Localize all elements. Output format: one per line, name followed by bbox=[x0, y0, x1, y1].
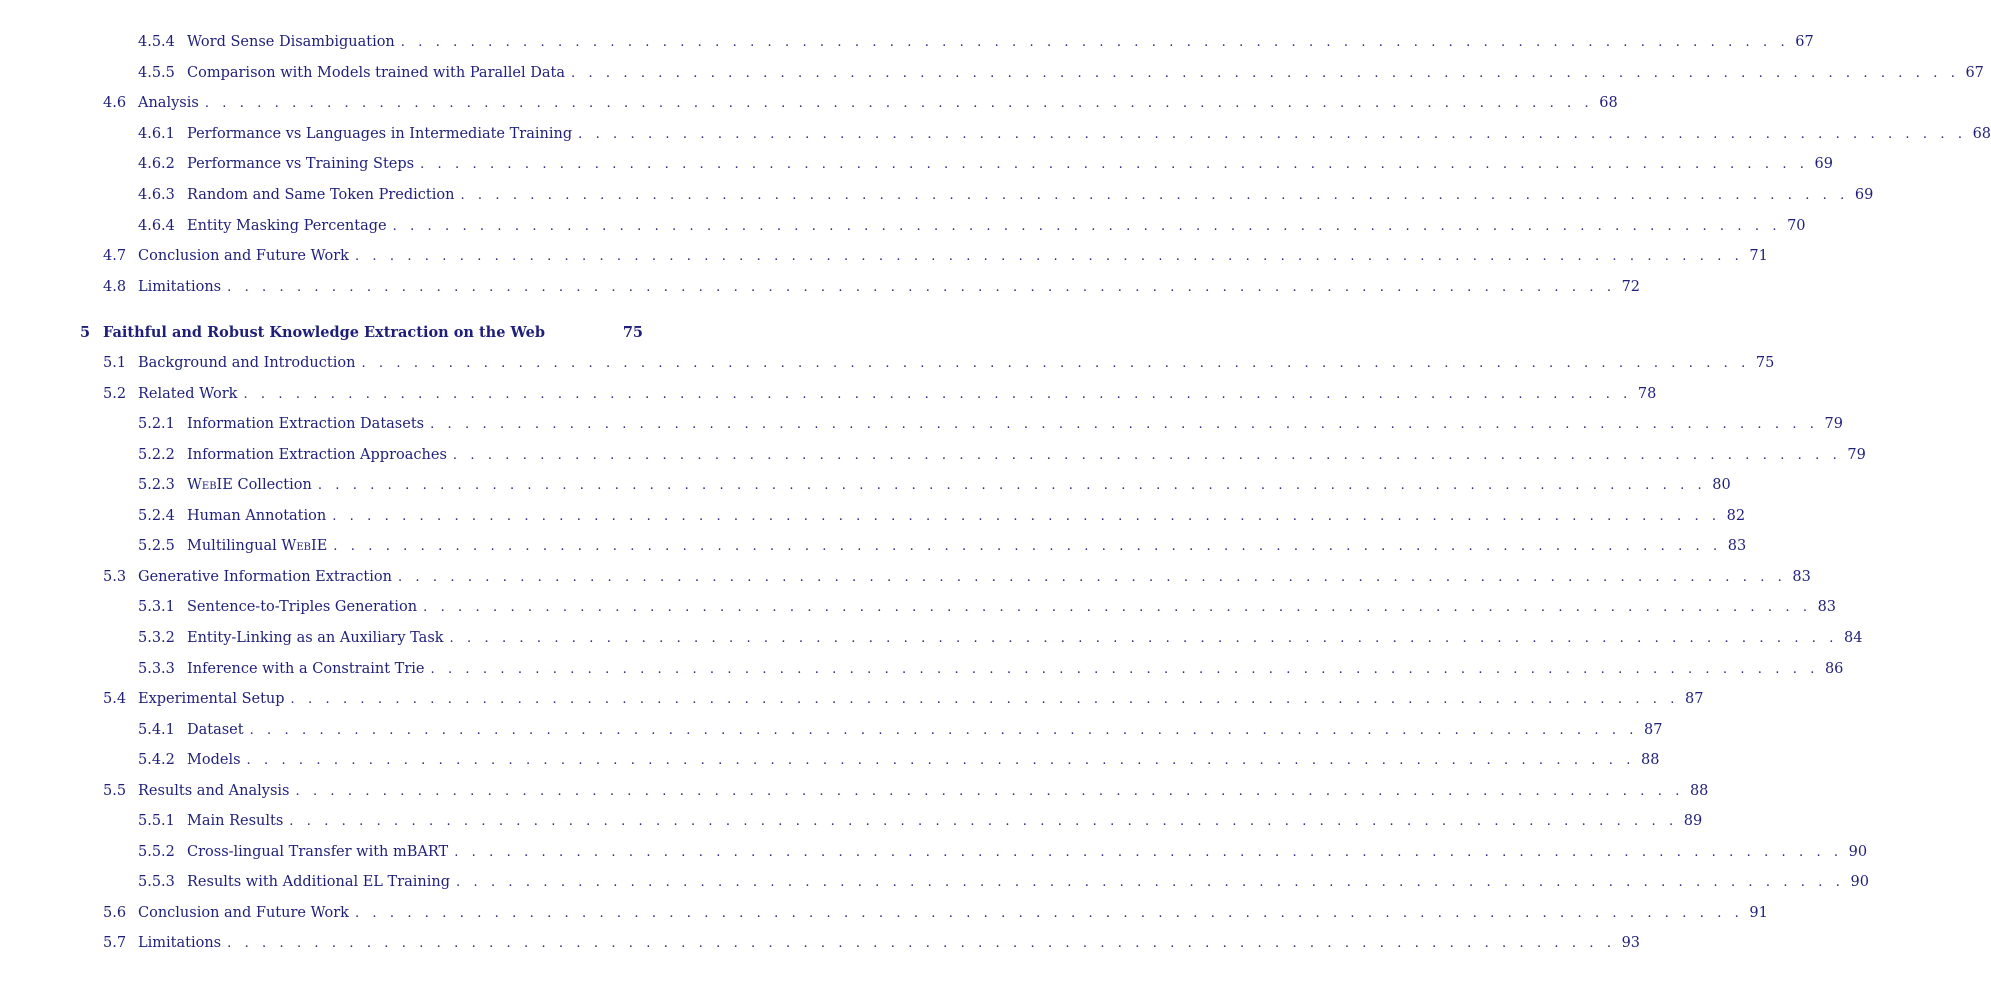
toc-entry-page: 68 bbox=[1972, 126, 1991, 142]
toc-entry-number: 4.5.5 bbox=[138, 65, 175, 81]
leader-dots: . . . . . . . . . . . . . . . . . . . . . . . . . . . . . . . . . . . . . . . . . . . . . . . . . . . . . . . . . . . . . . . . . . . . . . . . . . . . . . . . bbox=[456, 875, 1845, 890]
toc-entry-page: 69 bbox=[1814, 156, 1833, 172]
toc-entry-number: 5.5.2 bbox=[138, 844, 175, 860]
toc-entry-page: 90 bbox=[1848, 844, 1868, 860]
leader-dots: . . . . . . . . . . . . . . . . . . . . . . . . . . . . . . . . . . . . . . . . . . . . . . . . . . . . . . . . . . . . . . . . . . . . . . . . . . . . . . . . bbox=[354, 906, 1744, 921]
toc-entry-page: 93 bbox=[1621, 935, 1641, 951]
toc-entry-number: 5.6 bbox=[103, 905, 127, 921]
toc-entry-title: Results with Additional EL Training bbox=[187, 874, 451, 890]
toc-entry-4-6-2[interactable] bbox=[138, 153, 1833, 175]
toc-entry-number: 4.8 bbox=[103, 279, 127, 295]
toc-entry-title: Related Work bbox=[138, 386, 238, 402]
leader-dots: . . . . . . . . . . . . . . . . . . . . . . . . . . . . . . . . . . . . . . . . . . . . . . . . . . . . . . . . . . . . . . . . . . . . . . . . . . . . . . . . bbox=[295, 784, 1684, 799]
leader-dots: . . . . . . . . . . . . . . . . . . . . . . . . . . . . . . . . . . . . . . . . . . . . . . . . . . . . . . . . . . . . . . . . . . . . . . . . . . . . . . . . bbox=[392, 219, 1782, 234]
leader-dots: . . . . . . . . . . . . . . . . . . . . . . . . . . . . . . . . . . . . . . . . . . . . . . . . . . . . . . . . . . . . . . . . . . . . . . . . . . . . . . . . bbox=[430, 662, 1819, 677]
toc-entry-number: 5.4.2 bbox=[138, 752, 175, 768]
toc-entry-5-3-3[interactable] bbox=[138, 658, 1844, 680]
toc-entry-title: Word Sense Disambiguation bbox=[187, 34, 395, 50]
toc-entry-5[interactable] bbox=[80, 322, 643, 344]
toc-entry-number: 5.3.3 bbox=[138, 661, 175, 677]
toc-entry-number: 4.6 bbox=[103, 95, 127, 111]
toc-entry-4-7[interactable] bbox=[103, 245, 1768, 267]
toc-entry-number: 5.2 bbox=[103, 386, 127, 402]
toc-entry-title: Entity-Linking as an Auxiliary Task bbox=[187, 630, 444, 646]
toc-entry-number: 5.2.2 bbox=[138, 447, 175, 463]
toc-entry-5-4[interactable] bbox=[103, 688, 1704, 710]
leader-dots: . . . . . . . . . . . . . . . . . . . . . . . . . . . . . . . . . . . . . . . . . . . . . . . . . . . . . . . . . . . . . . . . . . . . . . . . . . . . . . . . bbox=[290, 692, 1679, 707]
toc-entry-title: Inference with a Constraint Trie bbox=[187, 661, 425, 677]
toc-entry-4-5-5[interactable] bbox=[138, 62, 1984, 84]
toc-entry-4-6-3[interactable] bbox=[138, 184, 1874, 206]
toc-entry-title: Limitations bbox=[138, 279, 222, 295]
toc-entry-title: Results and Analysis bbox=[138, 783, 290, 799]
toc-entry-5-5[interactable] bbox=[103, 780, 1709, 802]
toc-entry-title: Models bbox=[187, 752, 241, 768]
toc-entry-5-3-1[interactable] bbox=[138, 596, 1837, 618]
toc-entry-5-3-2[interactable] bbox=[138, 627, 1863, 649]
toc-entry-number: 4.6.1 bbox=[138, 126, 175, 142]
toc-entry-title: WebIE Collection bbox=[187, 477, 312, 493]
toc-entry-title: Dataset bbox=[187, 722, 244, 738]
toc-entry-title: Conclusion and Future Work bbox=[138, 248, 349, 264]
toc-entry-5-5-1[interactable] bbox=[138, 810, 1703, 832]
leader-dots: . . . . . . . . . . . . . . . . . . . . . . . . . . . . . . . . . . . . . . . . . . . . . . . . . . . . . . . . . . . . . . . . . . . . . . . . . . . . . . . . bbox=[333, 539, 1722, 554]
toc-entry-number: 5.1 bbox=[103, 355, 127, 371]
toc-entry-5-3[interactable] bbox=[103, 566, 1811, 588]
toc-entry-number: 5.3 bbox=[103, 569, 127, 585]
toc-entry-title: Information Extraction Datasets bbox=[187, 416, 425, 432]
toc-entry-title: Main Results bbox=[187, 813, 284, 829]
leader-dots: . . . . . . . . . . . . . . . . . . . . . . . . . . . . . . . . . . . . . . . . . . . . . . . . . . . . . . . . . . . . . . . . . . . . . . . . . . . . . . . . bbox=[454, 845, 1843, 860]
toc-entry-5-4-2[interactable] bbox=[138, 749, 1660, 771]
toc-entry-title: Background and Introduction bbox=[138, 355, 356, 371]
toc-entry-title: Generative Information Extraction bbox=[138, 569, 392, 585]
toc-entry-5-2-1[interactable] bbox=[138, 413, 1843, 435]
toc-entry-title: Faithful and Robust Knowledge Extraction on the Web bbox=[103, 324, 545, 341]
toc-entry-title: Performance vs Training Steps bbox=[187, 156, 415, 172]
leader-dots: . . . . . . . . . . . . . . . . . . . . . . . . . . . . . . . . . . . . . . . . . . . . . . . . . . . . . . . . . . . . . . . . . . . . . . . . . . . . . . . . bbox=[204, 96, 1594, 111]
leader-dots: . . . . . . . . . . . . . . . . . . . . . . . . . . . . . . . . . . . . . . . . . . . . . . . . . . . . . . . . . . . . . . . . . . . . . . . . . . . . . . . . bbox=[570, 66, 1960, 81]
toc-entry-5-2-3[interactable] bbox=[138, 474, 1731, 496]
toc-entry-number: 5.2.4 bbox=[138, 508, 175, 524]
leader-dots: . . . . . . . . . . . . . . . . . . . . . . . . . . . . . . . . . . . . . . . . . . . . . . . . . . . . . . . . . . . . . . . . . . . . . . . . . . . . . . . . bbox=[423, 600, 1812, 615]
leader-dots: . . . . . . . . . . . . . . . . . . . . . . . . . . . . . . . . . . . . . . . . . . . . . . . . . . . . . . . . . . . . . . . . . . . . . . . . . . . . . . . . bbox=[578, 127, 1967, 142]
toc-entry-page: 67 bbox=[1965, 65, 1984, 81]
leader-dots: . . . . . . . . . . . . . . . . . . . . . . . . . . . . . . . . . . . . . . . . . . . . . . . . . . . . . . . . . . . . . . . . . . . . . . . . . . . . . . . . bbox=[354, 249, 1744, 264]
leader-dots: . . . . . . . . . . . . . . . . . . . . . . . . . . . . . . . . . . . . . . . . . . . . . . . . . . . . . . . . . . . . . . . . . . . . . . . . . . . . . . . . bbox=[400, 35, 1790, 50]
toc-entry-title: Human Annotation bbox=[187, 508, 327, 524]
toc-entry-page: 79 bbox=[1847, 447, 1866, 463]
leader-dots: . . . . . . . . . . . . . . . . . . . . . . . . . . . . . . . . . . . . . . . . . . . . . . . . . . . . . . . . . . . . . . . . . . . . . . . . . . . . . . . . bbox=[227, 936, 1616, 951]
toc-entry-page: 83 bbox=[1727, 538, 1747, 554]
toc-entry-page: 83 bbox=[1792, 569, 1811, 585]
toc-entry-title: Cross-lingual Transfer with mBART bbox=[187, 844, 449, 860]
toc-entry-title: Information Extraction Approaches bbox=[187, 447, 447, 463]
toc-entry-title: Random and Same Token Prediction bbox=[187, 187, 455, 203]
toc-entry-title: Entity Masking Percentage bbox=[187, 218, 387, 234]
toc-entry-page: 87 bbox=[1644, 722, 1663, 738]
toc-entry-page: 75 bbox=[622, 324, 643, 341]
toc-entry-number: 5.5 bbox=[103, 783, 127, 799]
toc-entry-page: 90 bbox=[1850, 874, 1869, 890]
toc-entry-title: Multilingual WebIE bbox=[187, 538, 328, 554]
toc-entry-page: 79 bbox=[1824, 416, 1843, 432]
toc-entry-number: 5.3.2 bbox=[138, 630, 175, 646]
leader-dots: . . . . . . . . . . . . . . . . . . . . . . . . . . . . . . . . . . . . . . . . . . . . . . . . . . . . . . . . . . . . . . . . . . . . . . . . . . . . . . . . bbox=[317, 478, 1707, 493]
leader-dots: . . . . . . . . . . . . . . . . . . . . . . . . . . . . . . . . . . . . . . . . . . . . . . . . . . . . . . . . . . . . . . . . . . . . . . . . . . . . . . . . bbox=[361, 356, 1750, 371]
leader-dots: . . . . . . . . . . . . . . . . . . . . . . . . . . . . . . . . . . . . . . . . . . . . . . . . . . . . . . . . . . . . . . . . . . . . . . . . . . . . . . . . bbox=[249, 723, 1639, 738]
toc-entry-page: 89 bbox=[1683, 813, 1703, 829]
toc-entry-number: 5 bbox=[80, 324, 91, 341]
toc-entry-title: Analysis bbox=[138, 95, 199, 111]
toc-entry-number: 4.6.2 bbox=[138, 156, 175, 172]
toc-entry-page: 78 bbox=[1637, 386, 1657, 402]
toc-entry-4-6-1[interactable] bbox=[138, 123, 1991, 145]
toc-entry-5-6[interactable] bbox=[103, 902, 1768, 924]
toc-entry-page: 69 bbox=[1854, 187, 1874, 203]
toc-entry-5-2-2[interactable] bbox=[138, 444, 1866, 466]
toc-entry-page: 68 bbox=[1599, 95, 1618, 111]
toc-entry-page: 80 bbox=[1712, 477, 1731, 493]
toc-entry-number: 5.2.3 bbox=[138, 477, 175, 493]
toc-entry-5-4-1[interactable] bbox=[138, 719, 1663, 741]
toc-entry-page: 87 bbox=[1685, 691, 1704, 707]
toc-entry-page: 91 bbox=[1749, 905, 1768, 921]
toc-entry-number: 4.7 bbox=[103, 248, 127, 264]
leader-dots: . . . . . . . . . . . . . . . . . . . . . . . . . . . . . . . . . . . . . . . . . . . . . . . . . . . . . . . . . . . . . . . . . . . . . . . . . . . . . . . . bbox=[449, 631, 1838, 646]
toc-entry-number: 5.5.3 bbox=[138, 874, 175, 890]
leader-dots: . . . . . . . . . . . . . . . . . . . . . . . . . . . . . . . . . . . . . . . . . . . . . . . . . . . . . . . . . . . . . . . . . . . . . . . . . . . . . . . . bbox=[420, 157, 1809, 172]
toc-entry-title: Conclusion and Future Work bbox=[138, 905, 349, 921]
toc-entry-title: Comparison with Models trained with Parallel Data bbox=[187, 65, 565, 81]
toc-entry-number: 5.2.1 bbox=[138, 416, 175, 432]
toc-entry-title: Limitations bbox=[138, 935, 222, 951]
toc-entry-5-5-2[interactable] bbox=[138, 841, 1868, 863]
toc-entry-page: 72 bbox=[1621, 279, 1641, 295]
leader-dots: . . . . . . . . . . . . . . . . . . . . . . . . . . . . . . . . . . . . . . . . . . . . . . . . . . . . . . . . . . . . . . . . . . . . . . . . . . . . . . . . bbox=[332, 509, 1721, 524]
leader-dots: . . . . . . . . . . . . . . . . . . . . . . . . . . . . . . . . . . . . . . . . . . . . . . . . . . . . . . . . . . . . . . . . . . . . . . . . . . . . . . . . bbox=[289, 814, 1678, 829]
toc-entry-number: 5.3.1 bbox=[138, 599, 175, 615]
toc-entry-4-8[interactable] bbox=[103, 276, 1641, 298]
leader-dots: . . . . . . . . . . . . . . . . . . . . . . . . . . . . . . . . . . . . . . . . . . . . . . . . . . . . . . . . . . . . . . . . . . . . . . . . . . . . . . . . bbox=[227, 280, 1616, 295]
toc-entry-number: 4.6.4 bbox=[138, 218, 175, 234]
toc-entry-5-2[interactable] bbox=[103, 383, 1657, 405]
toc-entry-5-7[interactable] bbox=[103, 932, 1641, 954]
toc-entry-page: 86 bbox=[1824, 661, 1844, 677]
leader-dots: . . . . . . . . . . . . . . . . . . . . . . . . . . . . . . . . . . . . . . . . . . . . . . . . . . . . . . . . . . . . . . . . . . . . . . . . . . . . . . . . bbox=[430, 417, 1819, 432]
toc-entry-number: 5.7 bbox=[103, 935, 127, 951]
toc-entry-page: 75 bbox=[1755, 355, 1775, 371]
toc-entry-page: 82 bbox=[1726, 508, 1746, 524]
leader-dots: . . . . . . . . . . . . . . . . . . . . . . . . . . . . . . . . . . . . . . . . . . . . . . . . . . . . . . . . . . . . . . . . . . . . . . . . . . . . . . . . bbox=[397, 570, 1787, 585]
toc-entry-title: Experimental Setup bbox=[138, 691, 285, 707]
toc-entry-5-2-4[interactable] bbox=[138, 505, 1746, 527]
leader-dots: . . . . . . . . . . . . . . . . . . . . . . . . . . . . . . . . . . . . . . . . . . . . . . . . . . . . . . . . . . . . . . . . . . . . . . . . . . . . . . . . bbox=[460, 188, 1849, 203]
leader-dots: . . . . . . . . . . . . . . . . . . . . . . . . . . . . . . . . . . . . . . . . . . . . . . . . . . . . . . . . . . . . . . . . . . . . . . . . . . . . . . . . bbox=[452, 448, 1842, 463]
leader-dots: . . . . . . . . . . . . . . . . . . . . . . . . . . . . . . . . . . . . . . . . . . . . . . . . . . . . . . . . . . . . . . . . . . . . . . . . . . . . . . . . bbox=[243, 387, 1632, 402]
toc-entry-number: 5.5.1 bbox=[138, 813, 175, 829]
toc-entry-page: 67 bbox=[1795, 34, 1814, 50]
toc-entry-number: 5.4.1 bbox=[138, 722, 175, 738]
toc-entry-page: 83 bbox=[1817, 599, 1837, 615]
toc-entry-title: Performance vs Languages in Intermediate Training bbox=[187, 126, 573, 142]
toc-entry-number: 4.6.3 bbox=[138, 187, 175, 203]
toc-entry-number: 5.4 bbox=[103, 691, 127, 707]
toc-entry-page: 88 bbox=[1689, 783, 1709, 799]
toc-entry-page: 71 bbox=[1749, 248, 1768, 264]
toc-entry-4-6[interactable] bbox=[103, 92, 1618, 114]
toc-entry-page: 70 bbox=[1787, 218, 1806, 234]
toc-entry-4-6-4[interactable] bbox=[138, 215, 1806, 237]
toc-entry-page: 88 bbox=[1640, 752, 1660, 768]
toc-entry-page: 84 bbox=[1844, 630, 1863, 646]
leader-dots: . . . . . . . . . . . . . . . . . . . . . . . . . . . . . . . . . . . . . . . . . . . . . . . . . . . . . . . . . . . . . . . . . . . . . . . . . . . . . . . . bbox=[246, 753, 1635, 768]
toc-entry-4-5-4[interactable] bbox=[138, 31, 1814, 53]
toc-entry-title: Sentence-to-Triples Generation bbox=[187, 599, 418, 615]
toc-entry-5-5-3[interactable] bbox=[138, 871, 1869, 893]
toc-entry-number: 5.2.5 bbox=[138, 538, 175, 554]
toc-entry-5-1[interactable] bbox=[103, 352, 1775, 374]
toc-entry-5-2-5[interactable] bbox=[138, 535, 1747, 557]
toc-entry-number: 4.5.4 bbox=[138, 34, 175, 50]
